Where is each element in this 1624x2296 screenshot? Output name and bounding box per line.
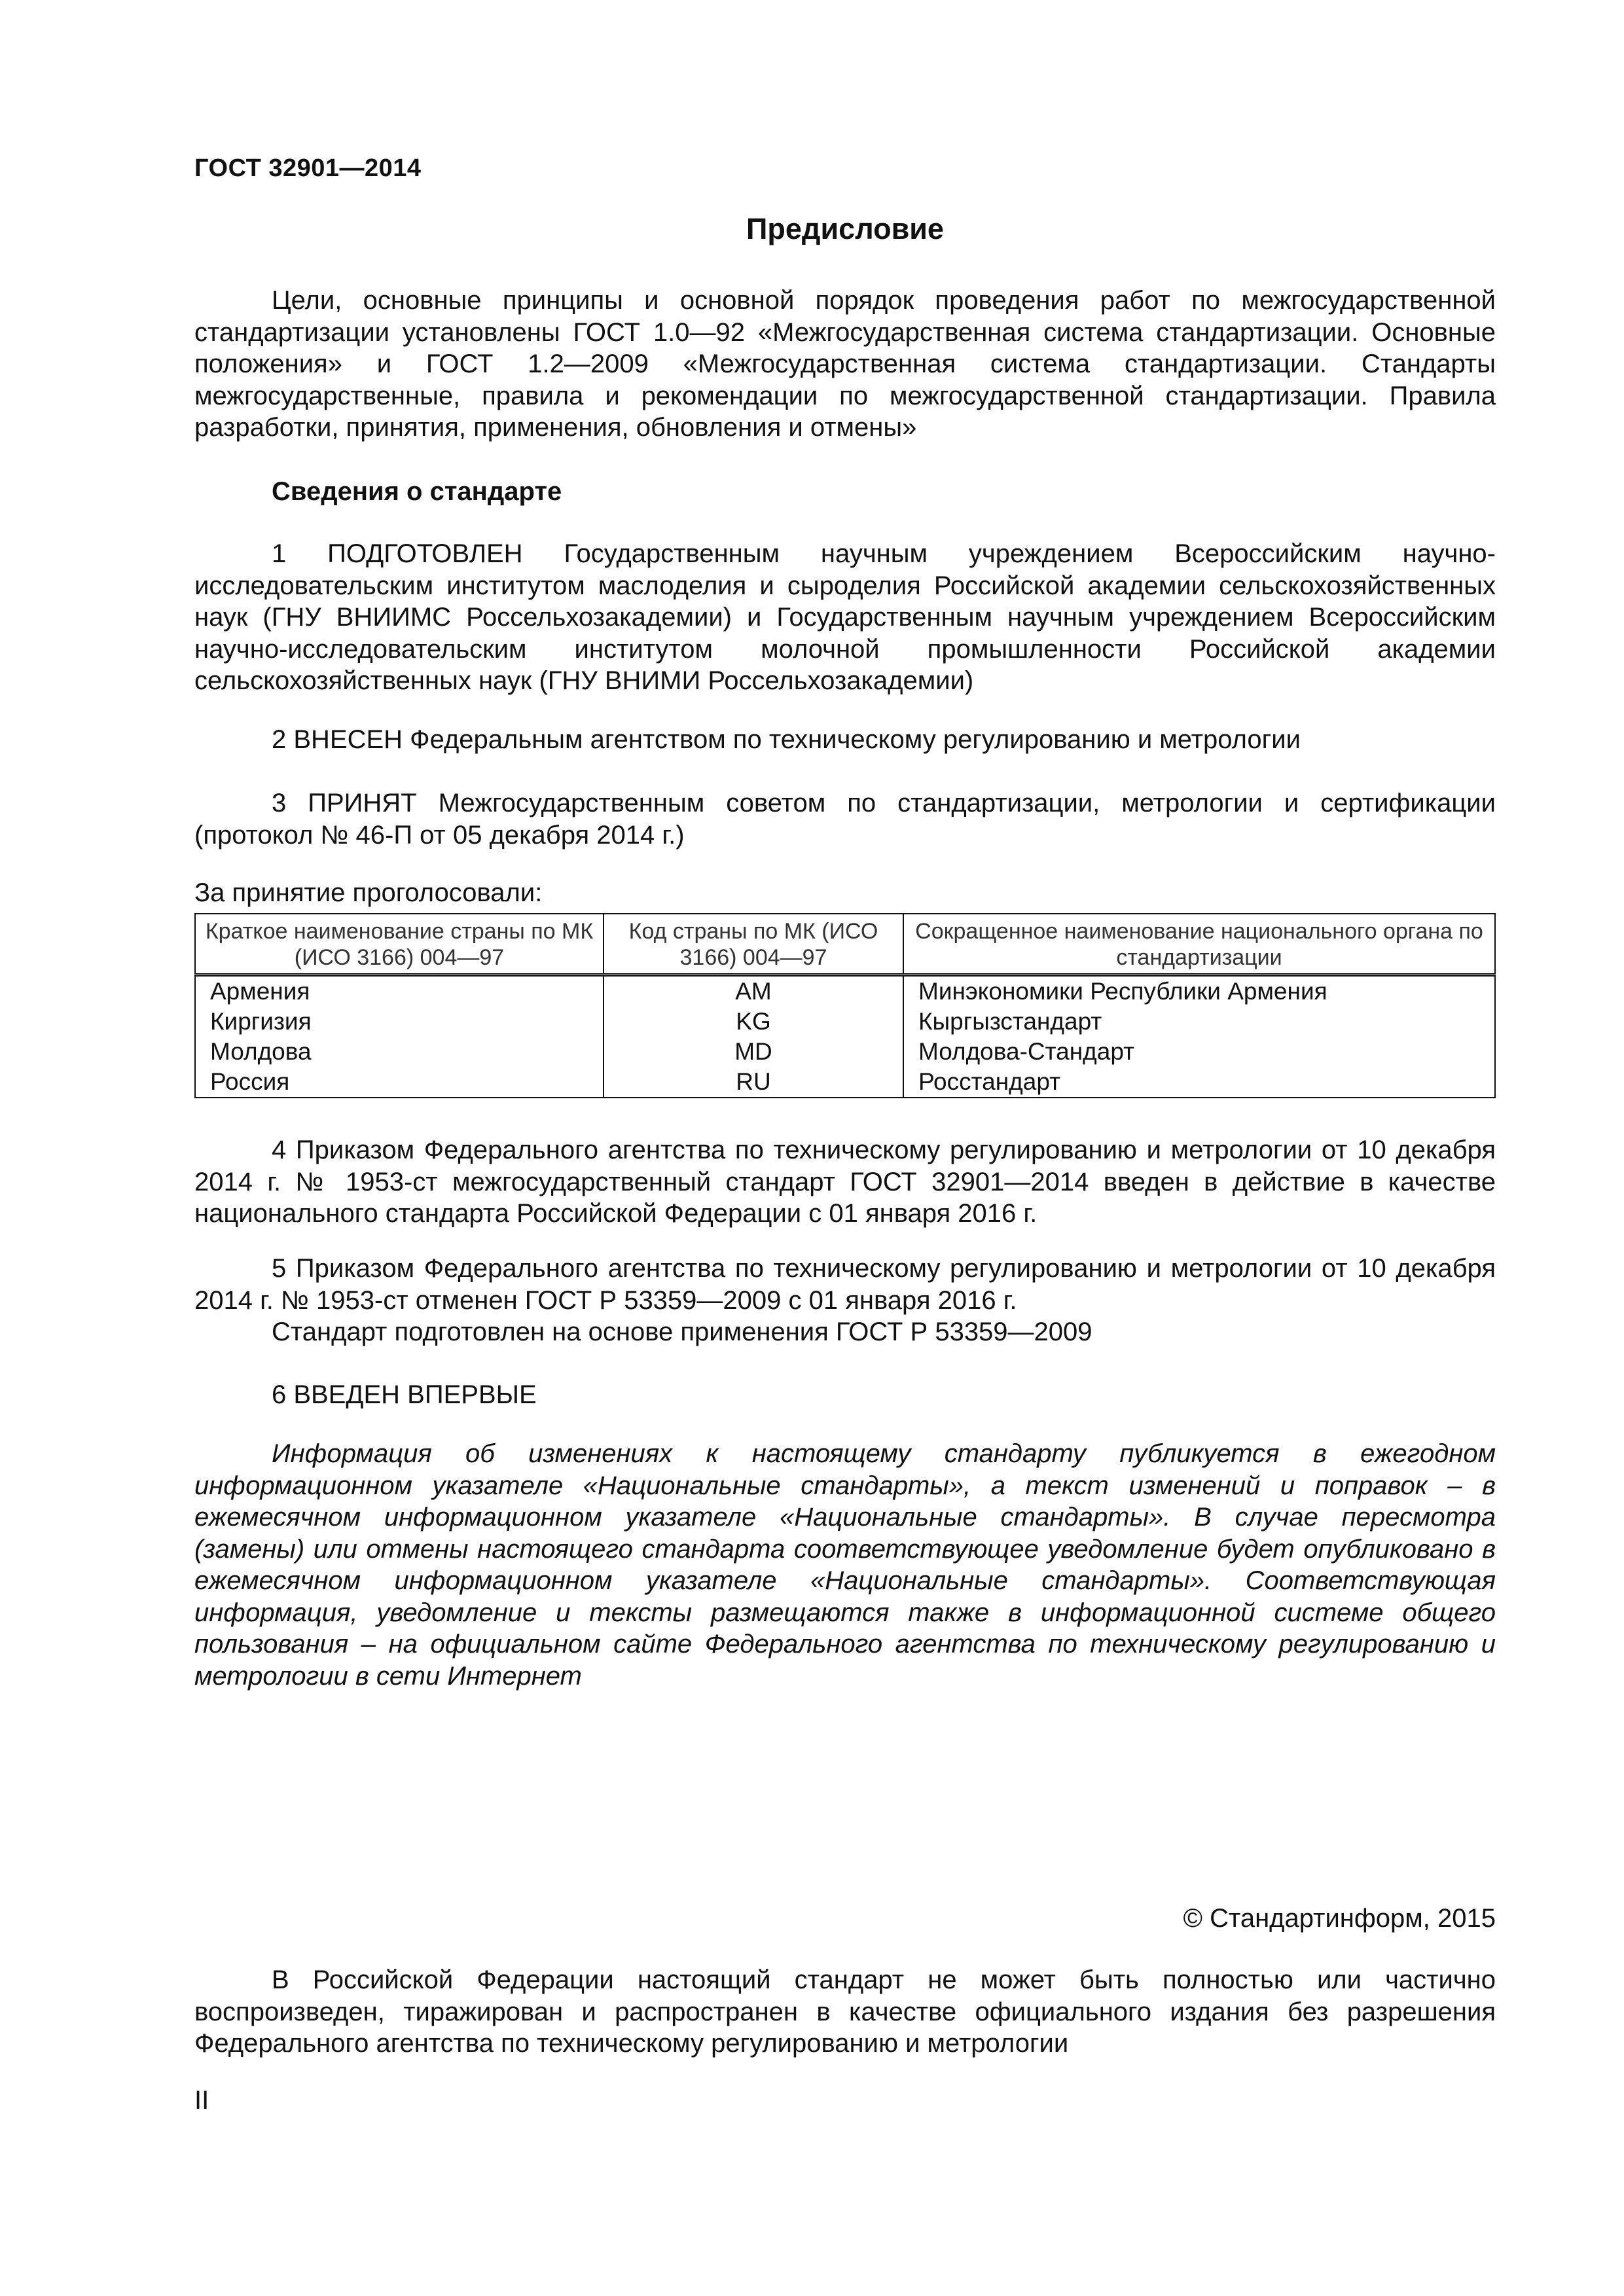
vote-table-caption: За принятие проголосовали: <box>194 878 543 907</box>
body-cell: Минэкономики Республики Армения <box>903 975 1495 1007</box>
country-cell: Армения <box>195 975 604 1007</box>
table-row <box>195 1007 1495 1037</box>
code-cell: AM <box>604 975 903 1007</box>
item-1-paragraph: 1 ПОДГОТОВЛЕН Государственным научным учреждением Всероссийским научно-исследовательским институтом маслоделия и сыроделия Российской академии сельскохозяйственных наук (ГНУ ВНИИМС Россельхозакадемии) и Государственным научным учреждением Всероссийским научно-исследовательским институтом молочной промышленности Российской академии сельскохозяйственных наук (ГНУ ВНИМИ Россельхозакадемии) <box>194 539 1496 695</box>
item-5-note: Стандарт подготовлен на основе применения ГОСТ Р 53359—2009 <box>272 1318 1092 1346</box>
vote-table <box>194 913 1496 1098</box>
body-cell: Росстандарт <box>903 1067 1495 1098</box>
code-cell: KG <box>604 1007 903 1037</box>
header-code: Код страны по МК (ИСО 3166) 004—97 <box>604 914 903 975</box>
header-body: Сокращенное наименование национального органа по стандартизации <box>903 914 1495 975</box>
country-cell: Молдова <box>195 1037 604 1067</box>
table-row <box>195 1037 1495 1067</box>
reproduction-notice-paragraph: В Российской Федерации настоящий стандарт не может быть полностью или частично воспроизведен, тиражирован и распространен в качестве официального издания без разрешения Федерального агентства по техническому регулированию и метрологии <box>194 1965 1496 2058</box>
page-title: Предисловие <box>746 212 944 245</box>
section-heading: Сведения о стандарте <box>272 477 562 506</box>
body-cell: Молдова-Стандарт <box>903 1037 1495 1067</box>
info-notice-paragraph: Информация об изменениях к настоящему стандарту публикуется в ежегодном информационном указателе «Национальные стандарты», а текст изменений и поправок – в ежемесячном информационном указателе «Национальные стандарты». В случае пересмотра (замены) или отмены настоящего стандарта соответствующее уведомление будет опубликовано в ежемесячном информационном указателе «Национальные стандарты». Соответствующая информация, уведомление и тексты размещаются также в информационной системе общего пользования – на официальном сайте Федерального агентства по техническому регулированию и метрологии в сети Интернет <box>194 1439 1496 1691</box>
copyright-line: © Стандартинформ, 2015 <box>1183 1904 1496 1933</box>
vote-table-header-row <box>195 914 1495 975</box>
item-6-paragraph: 6 ВВЕДЕН ВПЕРВЫЕ <box>272 1380 537 1409</box>
item-3-paragraph: 3 ПРИНЯТ Межгосударственным советом по стандартизации, метрологии и сертификации (протокол № 46-П от 05 декабря 2014 г.) <box>194 789 1496 850</box>
table-row <box>195 1067 1495 1098</box>
body-cell: Кыргызстандарт <box>903 1007 1495 1037</box>
country-cell: Россия <box>195 1067 604 1098</box>
code-cell: MD <box>604 1037 903 1067</box>
country-cell: Киргизия <box>195 1007 604 1037</box>
intro-paragraph: Цели, основные принципы и основной порядок проведения работ по межгосударственной стандартизации установлены ГОСТ 1.0—92 «Межгосударственная система стандартизации. Основные положения» и ГОСТ 1.2—2009 «Межгосударственная система стандартизации. Стандарты межгосударственные, правила и рекомендации по межгосударственной стандартизации. Правила разработки, принятия, применения, обновления и отмены» <box>194 286 1496 442</box>
table-row <box>195 975 1495 1007</box>
page-number: II <box>194 2086 209 2115</box>
document-id: ГОСТ 32901—2014 <box>194 154 422 182</box>
header-country: Краткое наименование страны по МК (ИСО 3166) 004—97 <box>195 914 604 975</box>
code-cell: RU <box>604 1067 903 1098</box>
item-4-paragraph: 4 Приказом Федерального агентства по техническому регулированию и метрологии от 10 декабря 2014 г. № 1953-ст межгосударственный стандарт ГОСТ 32901—2014 введен в действие в качестве национального стандарта Российской Федерации с 01 января 2016 г. <box>194 1136 1496 1228</box>
item-5-paragraph: 5 Приказом Федерального агентства по техническому регулированию и метрологии от 10 декабря 2014 г. № 1953-ст отменен ГОСТ Р 53359—2009 с 01 января 2016 г. <box>194 1254 1496 1315</box>
item-2-paragraph: 2 ВНЕСЕН Федеральным агентством по техническому регулированию и метрологии <box>272 725 1301 754</box>
